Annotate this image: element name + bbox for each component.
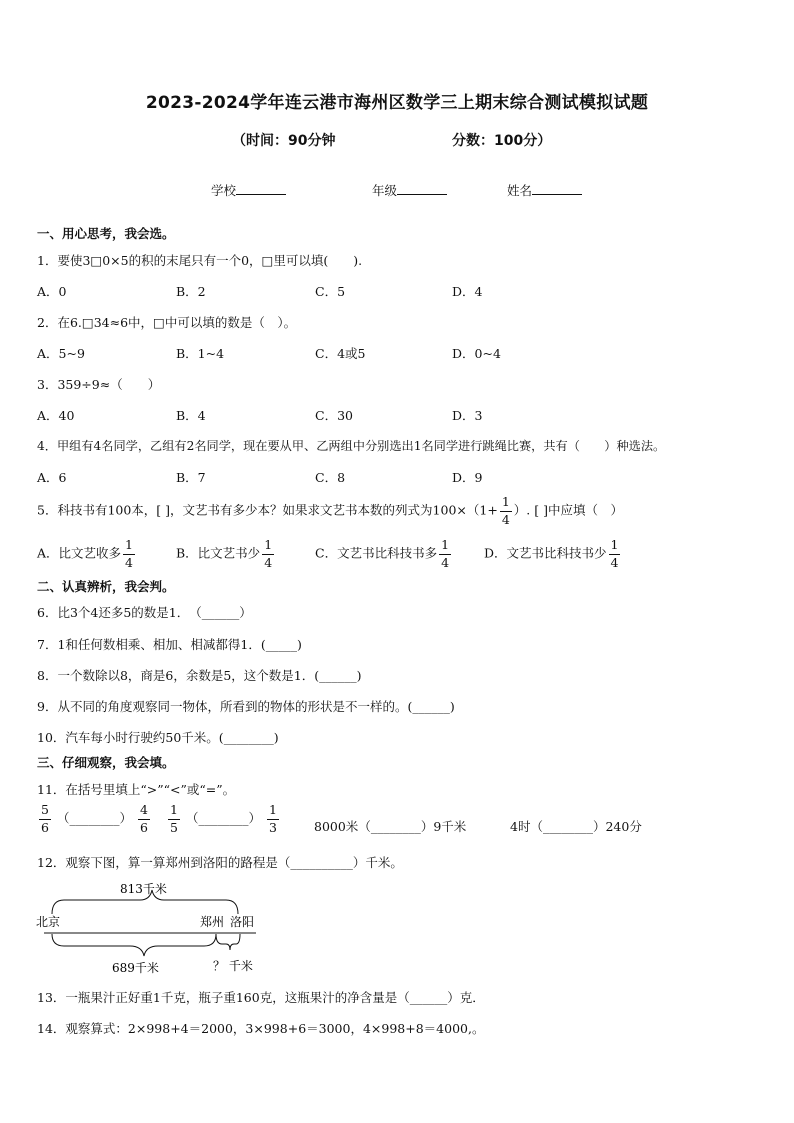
question-4: 4．甲组有4名同学，乙组有2名同学，现在要从甲、乙两组中分别选出1名同学进行跳绳比赛，共有（ ）种选法。 bbox=[37, 439, 666, 453]
q5-option-a-fraction bbox=[123, 539, 135, 569]
q5-b-num: 1 bbox=[262, 539, 274, 555]
q11-frac-2 bbox=[138, 804, 150, 834]
q2-option-b[interactable]: B．1~4 bbox=[176, 346, 225, 361]
q11-f2-den: 6 bbox=[139, 819, 148, 835]
q5-b-den: 4 bbox=[264, 554, 273, 570]
question-11: 11．在括号里填上“>”“<”或“=”。 bbox=[37, 782, 236, 797]
q5-d-num: 1 bbox=[609, 539, 621, 555]
question-14: 14．观察算式：2×998+4＝2000，3×998+6＝3000，4×998+8＝4000,。 bbox=[37, 1021, 485, 1036]
q11-f4-den: 3 bbox=[268, 819, 277, 835]
school-blank[interactable] bbox=[236, 182, 286, 195]
question-13: 13．一瓶果汁正好重1千克，瓶子重160克，这瓶果汁的净含量是（______）克． bbox=[37, 990, 485, 1005]
zhengzhou-label: 郑州 bbox=[200, 915, 225, 929]
question-10: 10．汽车每小时行驶约50千米。(________) bbox=[37, 730, 279, 745]
school-field bbox=[211, 181, 286, 199]
time-label: （时间：90分钟 bbox=[232, 133, 336, 149]
q11-f1-den: 6 bbox=[41, 819, 49, 835]
q5-option-d[interactable] bbox=[484, 539, 622, 569]
name-field bbox=[507, 181, 582, 199]
q5-text-pre: 5．科技书有100本，[ ]，文艺书有多少本？如果求文艺书本数的列式为100×（1+ bbox=[37, 502, 498, 518]
q11-pair-4 bbox=[510, 817, 642, 835]
grade-blank[interactable] bbox=[397, 182, 447, 195]
q4-option-c[interactable]: C．8 bbox=[315, 470, 346, 485]
q1-option-c[interactable]: C．5 bbox=[315, 284, 346, 299]
q5-option-d-fraction bbox=[609, 539, 621, 569]
q11-blank-4[interactable]: （________） bbox=[530, 819, 606, 834]
q5-c-num: 1 bbox=[439, 539, 451, 555]
q3-option-d[interactable]: D．3 bbox=[452, 408, 483, 423]
q11-blank-2[interactable]: （________） bbox=[185, 810, 261, 826]
q11-frac-3 bbox=[168, 804, 180, 834]
distance-diagram bbox=[30, 878, 270, 978]
q5-option-c[interactable] bbox=[315, 539, 453, 569]
q5-option-b[interactable] bbox=[176, 539, 276, 569]
q11-pair-2 bbox=[166, 804, 281, 834]
q2-option-c[interactable]: C．4或5 bbox=[315, 346, 366, 361]
q5-num: 1 bbox=[500, 496, 512, 512]
question-7: 7．1和任何数相乘、相加、相减都得1．(_____) bbox=[37, 637, 302, 652]
question-8: 8．一个数除以8，商是6，余数是5，这个数是1．(______) bbox=[37, 668, 362, 683]
q5-fraction bbox=[500, 496, 512, 526]
q11-frac-4 bbox=[267, 804, 279, 834]
q11-blank-3[interactable]: （________） bbox=[358, 819, 434, 834]
q5-option-c-fraction bbox=[439, 539, 451, 569]
q2-option-d[interactable]: D．0~4 bbox=[452, 346, 501, 361]
question-2: 2．在6.□34≈6中，□中可以填的数是（ ）。 bbox=[37, 315, 297, 330]
q5-a-den: 4 bbox=[125, 554, 133, 570]
question-5 bbox=[37, 496, 623, 526]
q3-option-a[interactable]: A．40 bbox=[37, 408, 75, 423]
question-12: 12．观察下图，算一算郑州到洛阳的路程是（__________）千米。 bbox=[37, 855, 403, 870]
q11-blank-1[interactable]: （________） bbox=[56, 810, 132, 826]
question-9: 9．从不同的角度观察同一物体，所看到的物体的形状是不一样的。(______) bbox=[37, 699, 455, 714]
q2-option-a[interactable]: A．5~9 bbox=[37, 346, 85, 361]
q5-den: 4 bbox=[501, 511, 510, 527]
q3-option-c[interactable]: C．30 bbox=[315, 408, 353, 423]
score-label: 分数：100分） bbox=[452, 133, 552, 149]
section-1-heading: 一、用心思考，我会选。 bbox=[37, 226, 175, 241]
q5-a-num: 1 bbox=[123, 539, 135, 555]
q3-option-b[interactable]: B．4 bbox=[176, 408, 206, 423]
q5-c-den: 4 bbox=[441, 554, 450, 570]
q11-pair-3 bbox=[314, 817, 466, 835]
q11-frac-1 bbox=[39, 804, 51, 834]
q5-text-post: ）. [ ]中应填（ ） bbox=[513, 502, 623, 518]
q11-f3-den: 5 bbox=[170, 819, 178, 835]
q5-option-a[interactable] bbox=[37, 539, 137, 569]
name-blank[interactable] bbox=[532, 182, 582, 195]
q5-option-b-label: B．比文艺书少 bbox=[176, 545, 261, 561]
q11-pair-1 bbox=[37, 804, 152, 834]
bottom-distance-label: 689千米 bbox=[112, 961, 159, 975]
unknown-distance-label: ？ 千米 bbox=[213, 959, 253, 973]
question-6: 6．比3个4还多5的数是1． （______） bbox=[37, 605, 252, 620]
question-3: 3．359÷9≈（ ） bbox=[37, 377, 161, 392]
q11-p4-left: 4时 bbox=[510, 819, 531, 834]
q11-f4-num: 1 bbox=[267, 804, 279, 820]
section-2-heading: 二、认真辨析，我会判。 bbox=[37, 579, 175, 594]
question-1: 1．要使3□0×5的积的末尾只有一个0，□里可以填( ). bbox=[37, 253, 363, 268]
small-brace bbox=[216, 934, 240, 950]
q5-option-c-label: C．文艺书比科技书多 bbox=[315, 545, 438, 561]
q1-option-a[interactable]: A．0 bbox=[37, 284, 67, 299]
q11-p3-right: 9千米 bbox=[433, 819, 467, 834]
q1-option-d[interactable]: D．4 bbox=[452, 284, 483, 299]
q4-option-b[interactable]: B．7 bbox=[176, 470, 206, 485]
q5-option-a-label: A．比文艺收多 bbox=[37, 545, 122, 561]
q5-d-den: 4 bbox=[610, 554, 619, 570]
q11-p3-left: 8000米 bbox=[314, 819, 359, 834]
q11-f2-num: 4 bbox=[138, 804, 150, 820]
q5-option-b-fraction bbox=[262, 539, 274, 569]
section-3-heading: 三、仔细观察，我会填。 bbox=[37, 755, 175, 770]
school-label: 学校 bbox=[211, 183, 237, 198]
q4-option-a[interactable]: A．6 bbox=[37, 470, 67, 485]
q1-option-b[interactable]: B．2 bbox=[176, 284, 206, 299]
page-title: 2023-2024学年连云港市海州区数学三上期末综合测试模拟试题 bbox=[145, 93, 649, 113]
name-label: 姓名 bbox=[507, 183, 533, 198]
top-distance-label: 813千米 bbox=[120, 882, 167, 896]
q11-p4-right: 240分 bbox=[605, 819, 642, 834]
grade-label: 年级 bbox=[372, 183, 398, 198]
q11-f3-num: 1 bbox=[168, 804, 180, 820]
q5-option-d-label: D．文艺书比科技书少 bbox=[484, 545, 607, 561]
q11-f1-num: 5 bbox=[39, 804, 51, 820]
grade-field bbox=[372, 181, 447, 199]
beijing-label: 北京 bbox=[36, 915, 61, 929]
luoyang-label: 洛阳 bbox=[230, 915, 255, 929]
q4-option-d[interactable]: D．9 bbox=[452, 470, 483, 485]
bottom-brace bbox=[52, 934, 216, 956]
